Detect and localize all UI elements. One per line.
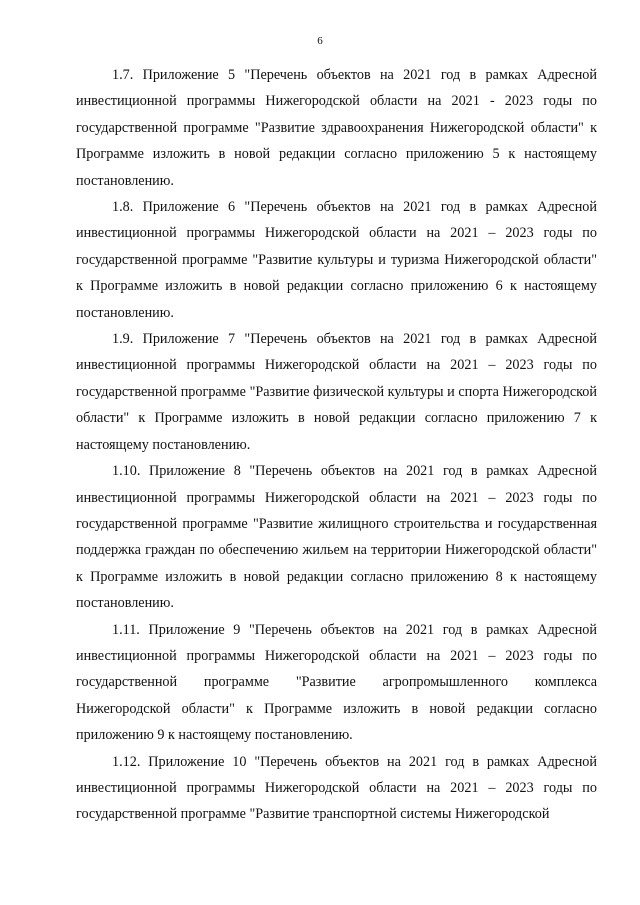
paragraph-1-8: 1.8. Приложение 6 "Перечень объектов на 2021 год в рамках Адресной инвестиционной программы Нижегородской области на 2021 – 2023 годы по государственной программе "Развитие культуры и туризма Нижегородской области" к Программе изложить в новой редакции согласно приложению 6 к настоящему постановлению. (76, 199, 597, 321)
document-body (76, 62, 597, 828)
paragraph-1-9: 1.9. Приложение 7 "Перечень объектов на 2021 год в рамках Адресной инвестиционной программы Нижегородской области на 2021 – 2023 годы по государственной программе "Развитие физической культуры и спорта Нижегородской области" к Программе изложить в новой редакции согласно приложению 7 к настоящему постановлению. (76, 331, 597, 453)
page-number: 6 (317, 35, 323, 47)
paragraph-1-11: 1.11. Приложение 9 "Перечень объектов на 2021 год в рамках Адресной инвестиционной программы Нижегородской области на 2021 – 2023 годы по государственной программе "Развитие агропромышленного комплекса Нижегородской области" к Программе изложить в новой редакции согласно приложению 9 к настоящему постановлению. (76, 621, 597, 744)
paragraph-1-12: 1.12. Приложение 10 "Перечень объектов на 2021 год в рамках Адресной инвестиционной программы Нижегородской области на 2021 – 2023 годы по государственной программе "Развитие транспортной системы Нижегородской (76, 753, 597, 823)
paragraph-1-10: 1.10. Приложение 8 "Перечень объектов на 2021 год в рамках Адресной инвестиционной программы Нижегородской области на 2021 – 2023 годы по государственной программе "Развитие жилищного строительства и государственная поддержка граждан по обеспечению жильем на территории Нижегородской области" к Программе изложить в новой редакции согласно приложению 8 к настоящему постановлению. (76, 463, 597, 612)
paragraph-1-7: 1.7. Приложение 5 "Перечень объектов на 2021 год в рамках Адресной инвестиционной программы Нижегородской области на 2021 - 2023 годы по государственной программе "Развитие здравоохранения Нижегородской области" к Программе изложить в новой редакции согласно приложению 5 к настоящему постановлению. (76, 67, 597, 189)
